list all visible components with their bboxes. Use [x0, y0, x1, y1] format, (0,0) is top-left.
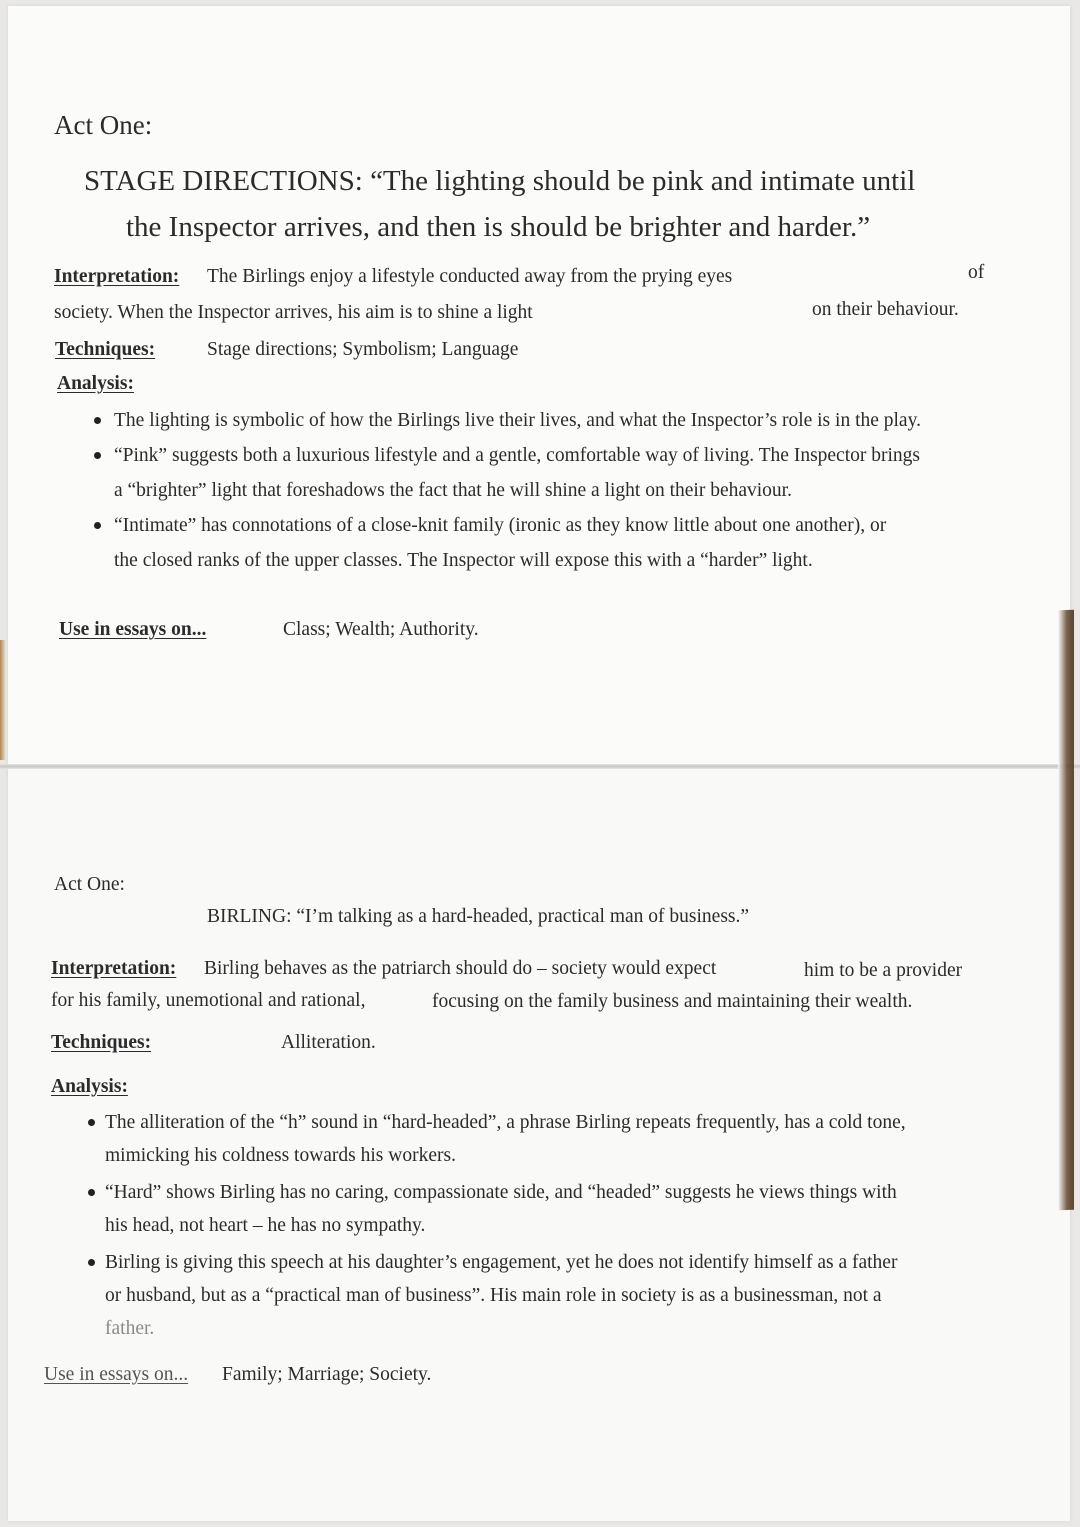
list-item: Birling is giving this speech at his daughter’s engagement, yet he does not identify himself as a father or husband, but as a “practical man of business”. His main role in society is as a businessman, not a father. [105, 1246, 906, 1345]
page-edge-left [0, 640, 6, 760]
card1-interpretation-of: of [968, 262, 985, 283]
list-item: “Hard” shows Birling has no caring, compassionate side, and “headed” suggests he views things with his head, not heart – he has no sympathy. [105, 1176, 906, 1242]
card2-interpretation-line2: for his family, unemotional and rational, [51, 990, 366, 1011]
card1-interpretation-end: on their behaviour. [812, 299, 959, 320]
list-item: The lighting is symbolic of how the Birlings live their lives, and what the Inspector’s role is in the play. [114, 403, 921, 438]
card2-use: Family; Marriage; Society. [222, 1364, 432, 1385]
card1-heading: Act One: [54, 110, 153, 140]
card1-use-label: Use in essays on... [59, 619, 207, 640]
card1-interpretation-line1: The Birlings enjoy a lifestyle conducted away from the prying eyes [207, 266, 733, 287]
card1-techniques-label: Techniques: [55, 339, 156, 360]
card1-analysis-list [114, 403, 921, 578]
card2-use-label: Use in essays on... [44, 1364, 189, 1385]
card1-interpretation-line2: society. When the Inspector arrives, his aim is to shine a light [54, 302, 533, 323]
list-item: The alliteration of the “h” sound in “hard-headed”, a phrase Birling repeats frequently, has a cold tone, mimicking his coldness towards his workers. [105, 1106, 906, 1172]
bullet-icon [88, 1259, 95, 1266]
card1-analysis-label: Analysis: [57, 373, 134, 394]
bullet-icon [94, 522, 101, 529]
card2-interpretation-line1: Birling behaves as the patriarch should do – society would expect [204, 958, 717, 979]
card2-interpretation-line2b: focusing on the family business and maintaining their wealth. [432, 991, 913, 1012]
list-item: “Intimate” has connotations of a close-knit family (ironic as they know little about one another), or the closed ranks of the upper classes. The Inspector will expose this with a “harder” light. [114, 508, 921, 578]
card1-interpretation-label: Interpretation: [54, 266, 180, 287]
list-item: “Pink” suggests both a luxurious lifestyle and a gentle, comfortable way of living. The Inspector brings a “brighter” light that foreshadows the fact that he will shine a light on their behaviour. [114, 438, 921, 508]
bullet-icon [94, 452, 101, 459]
card2-interpretation-line1b: him to be a provider [804, 960, 963, 981]
card1-use: Class; Wealth; Authority. [283, 619, 479, 640]
card2-interpretation-label: Interpretation: [51, 958, 177, 979]
page-edge-right [1058, 610, 1074, 1211]
card1-quote-line1: STAGE DIRECTIONS: “The lighting should be pink and intimate until [84, 165, 916, 197]
bullet-icon [88, 1189, 95, 1196]
revision-card-top [8, 6, 1070, 766]
card2-techniques-label: Techniques: [51, 1032, 152, 1053]
card2-heading: Act One: [54, 874, 125, 895]
card1-quote-line2: the Inspector arrives, and then is should be brighter and harder.” [126, 211, 871, 243]
card1-techniques: Stage directions; Symbolism; Language [207, 339, 519, 360]
card2-analysis-label: Analysis: [51, 1076, 128, 1097]
card2-analysis-list [105, 1106, 906, 1349]
card2-quote: BIRLING: “I’m talking as a hard-headed, practical man of business.” [207, 906, 750, 927]
bullet-icon [94, 417, 101, 424]
page-fold [0, 764, 1080, 769]
bullet-icon [88, 1119, 95, 1126]
card2-techniques: Alliteration. [281, 1032, 376, 1053]
